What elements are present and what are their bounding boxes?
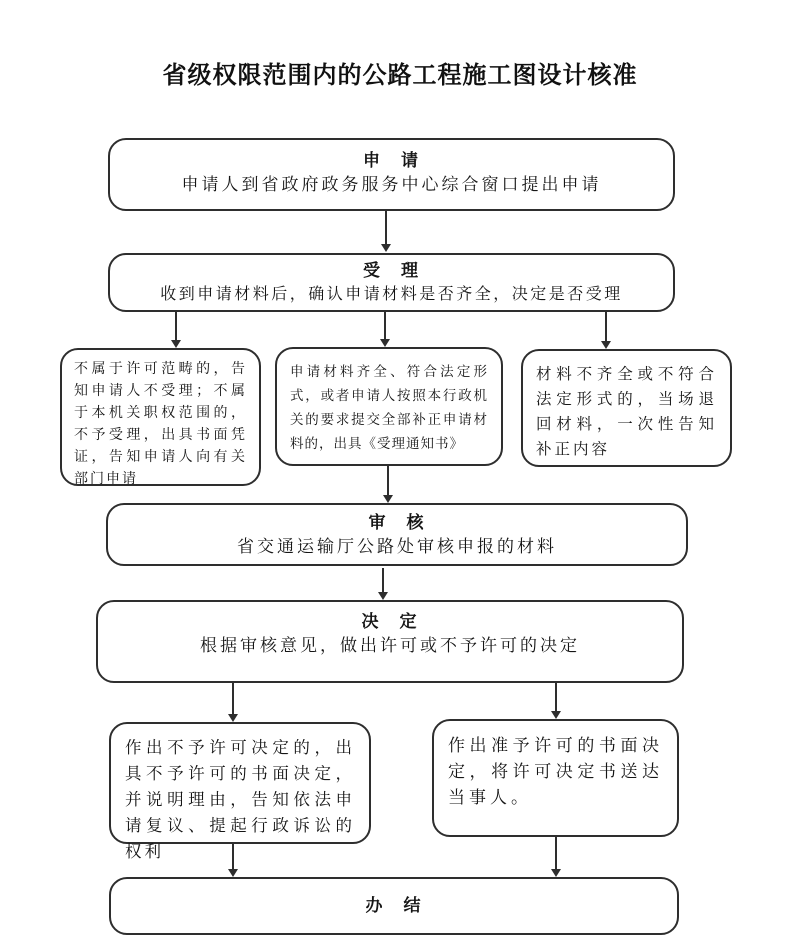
node-accepted [275, 347, 503, 466]
node-accepted-body: 申请材料齐全、符合法定形式，或者申请人按照本行政机关的要求提交全部补正申请材料的，出具《受理通知书》 [290, 364, 488, 451]
arrow-decide-to-grant [555, 683, 557, 711]
node-review-body: 省交通运输厅公路处审核申报的材料 [237, 537, 557, 556]
node-apply-body: 申请人到省政府政务服务中心综合窗口提出申请 [181, 175, 602, 194]
node-deny [109, 722, 371, 861]
arrow-grant-to-done [555, 837, 557, 869]
arrow-decide-to-deny [232, 683, 234, 714]
node-accept-body: 收到申请材料后，确认申请材料是否齐全，决定是否受理 [160, 286, 623, 303]
node-apply [108, 138, 675, 211]
node-returned-body: 材料不齐全或不符合法定形式的，当场退回材料，一次性告知补正内容 [536, 366, 717, 458]
arrow-deny-to-done [232, 844, 234, 869]
node-done-header: 办 结 [365, 896, 423, 915]
page-title: 省级权限范围内的公路工程施工图设计核准 [162, 62, 638, 89]
node-not-accepted [60, 348, 261, 486]
node-done [109, 877, 679, 935]
node-decide-header: 决 定 [361, 612, 419, 631]
node-review-header: 审 核 [368, 513, 426, 532]
node-decide-body: 根据审核意见，做出许可或不予许可的决定 [200, 636, 580, 655]
node-deny-body: 作出不予许可决定的，出具不予许可的书面决定，并说明理由，告知依法申请复议、提起行政诉讼的权利 [125, 738, 355, 861]
node-accept [108, 253, 675, 312]
node-review [106, 503, 688, 566]
arrow-accept-to-returned [605, 312, 607, 341]
node-accept-header: 受 理 [363, 261, 420, 280]
arrow-apply-to-accept [385, 211, 387, 244]
node-grant-body: 作出准予许可的书面决定，将许可决定书送达当事人。 [448, 736, 663, 807]
node-decide [96, 600, 684, 683]
node-apply-header: 申 请 [363, 151, 420, 170]
node-grant [432, 719, 679, 837]
arrow-accept-to-accepted [384, 312, 386, 339]
node-returned [521, 349, 732, 467]
node-not-accepted-body: 不属于许可范畴的，告知申请人不受理；不属于本机关职权范围的，不予受理，出具书面凭证，告知申请人向有关部门申请 [74, 362, 247, 487]
arrow-review-to-decide [382, 568, 384, 592]
arrow-accept-to-not-accepted [175, 312, 177, 340]
arrow-accepted-to-review [387, 466, 389, 495]
